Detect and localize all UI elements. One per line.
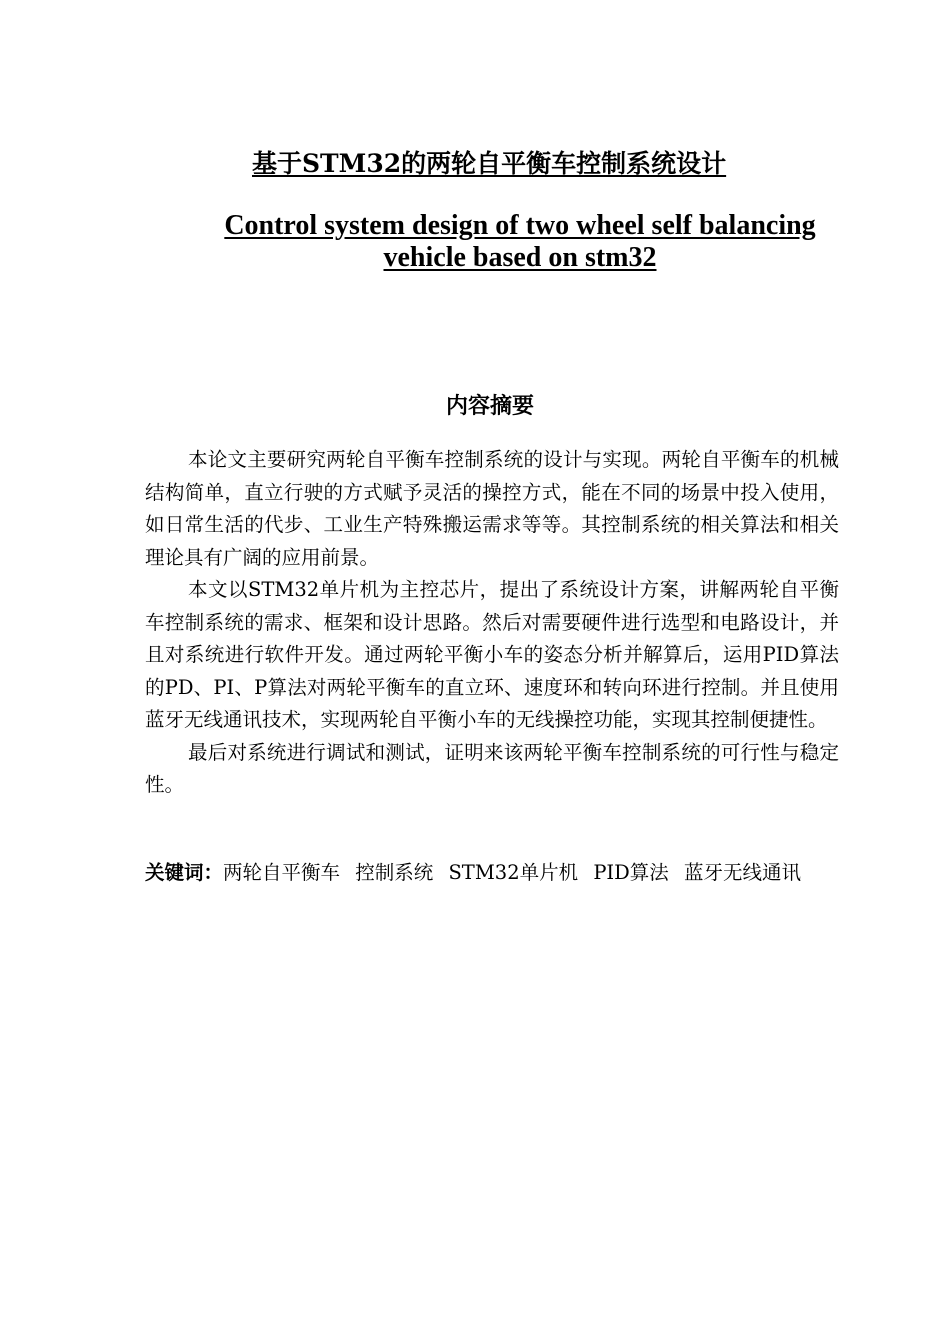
abstract-paragraph: 最后对系统进行调试和测试，证明来该两轮平衡车控制系统的可行性与稳定性。 xyxy=(145,740,839,796)
chinese-title: 基于STM32的两轮自平衡车控制系统设计 xyxy=(252,149,727,178)
keyword-item: PID算法 xyxy=(593,861,669,884)
english-title xyxy=(200,210,840,274)
english-title-line-2: vehicle based on stm32 xyxy=(383,242,657,273)
keyword-item: 两轮自平衡车 xyxy=(223,861,341,884)
abstract-paragraph: 本论文主要研究两轮自平衡车控制系统的设计与实现。两轮自平衡车的机械结构简单，直立行驶的方式赋予灵活的操控方式，能在不同的场景中投入使用，如日常生活的代步、工业生产特殊搬运需求等等。其控制系统的相关算法和相关理论具有广阔的应用前景。 xyxy=(145,448,839,569)
keyword-item: 蓝牙无线通讯 xyxy=(683,861,801,884)
abstract-body xyxy=(145,444,839,802)
abstract-heading: 内容摘要 xyxy=(445,394,534,419)
keywords-label: 关键词： xyxy=(145,861,224,884)
keyword-item: 控制系统 xyxy=(355,861,434,884)
keywords-section xyxy=(145,857,839,890)
english-title-line-1: Control system design of two wheel self balancing xyxy=(224,210,816,241)
keyword-item: STM32单片机 xyxy=(448,861,579,884)
abstract-paragraph: 本文以STM32单片机为主控芯片，提出了系统设计方案，讲解两轮自平衡车控制系统的需求、框架和设计思路。然后对需要硬件进行选型和电路设计，并且对系统进行软件开发。通过两轮平衡小车的姿态分析并解算后，运用PID算法的PD、PI、P算法对两轮平衡车的直立环、速度环和转向环进行控制。并且使用蓝牙无线通讯技术，实现两轮自平衡小车的无线操控功能，实现其控制便捷性。 xyxy=(145,578,839,731)
